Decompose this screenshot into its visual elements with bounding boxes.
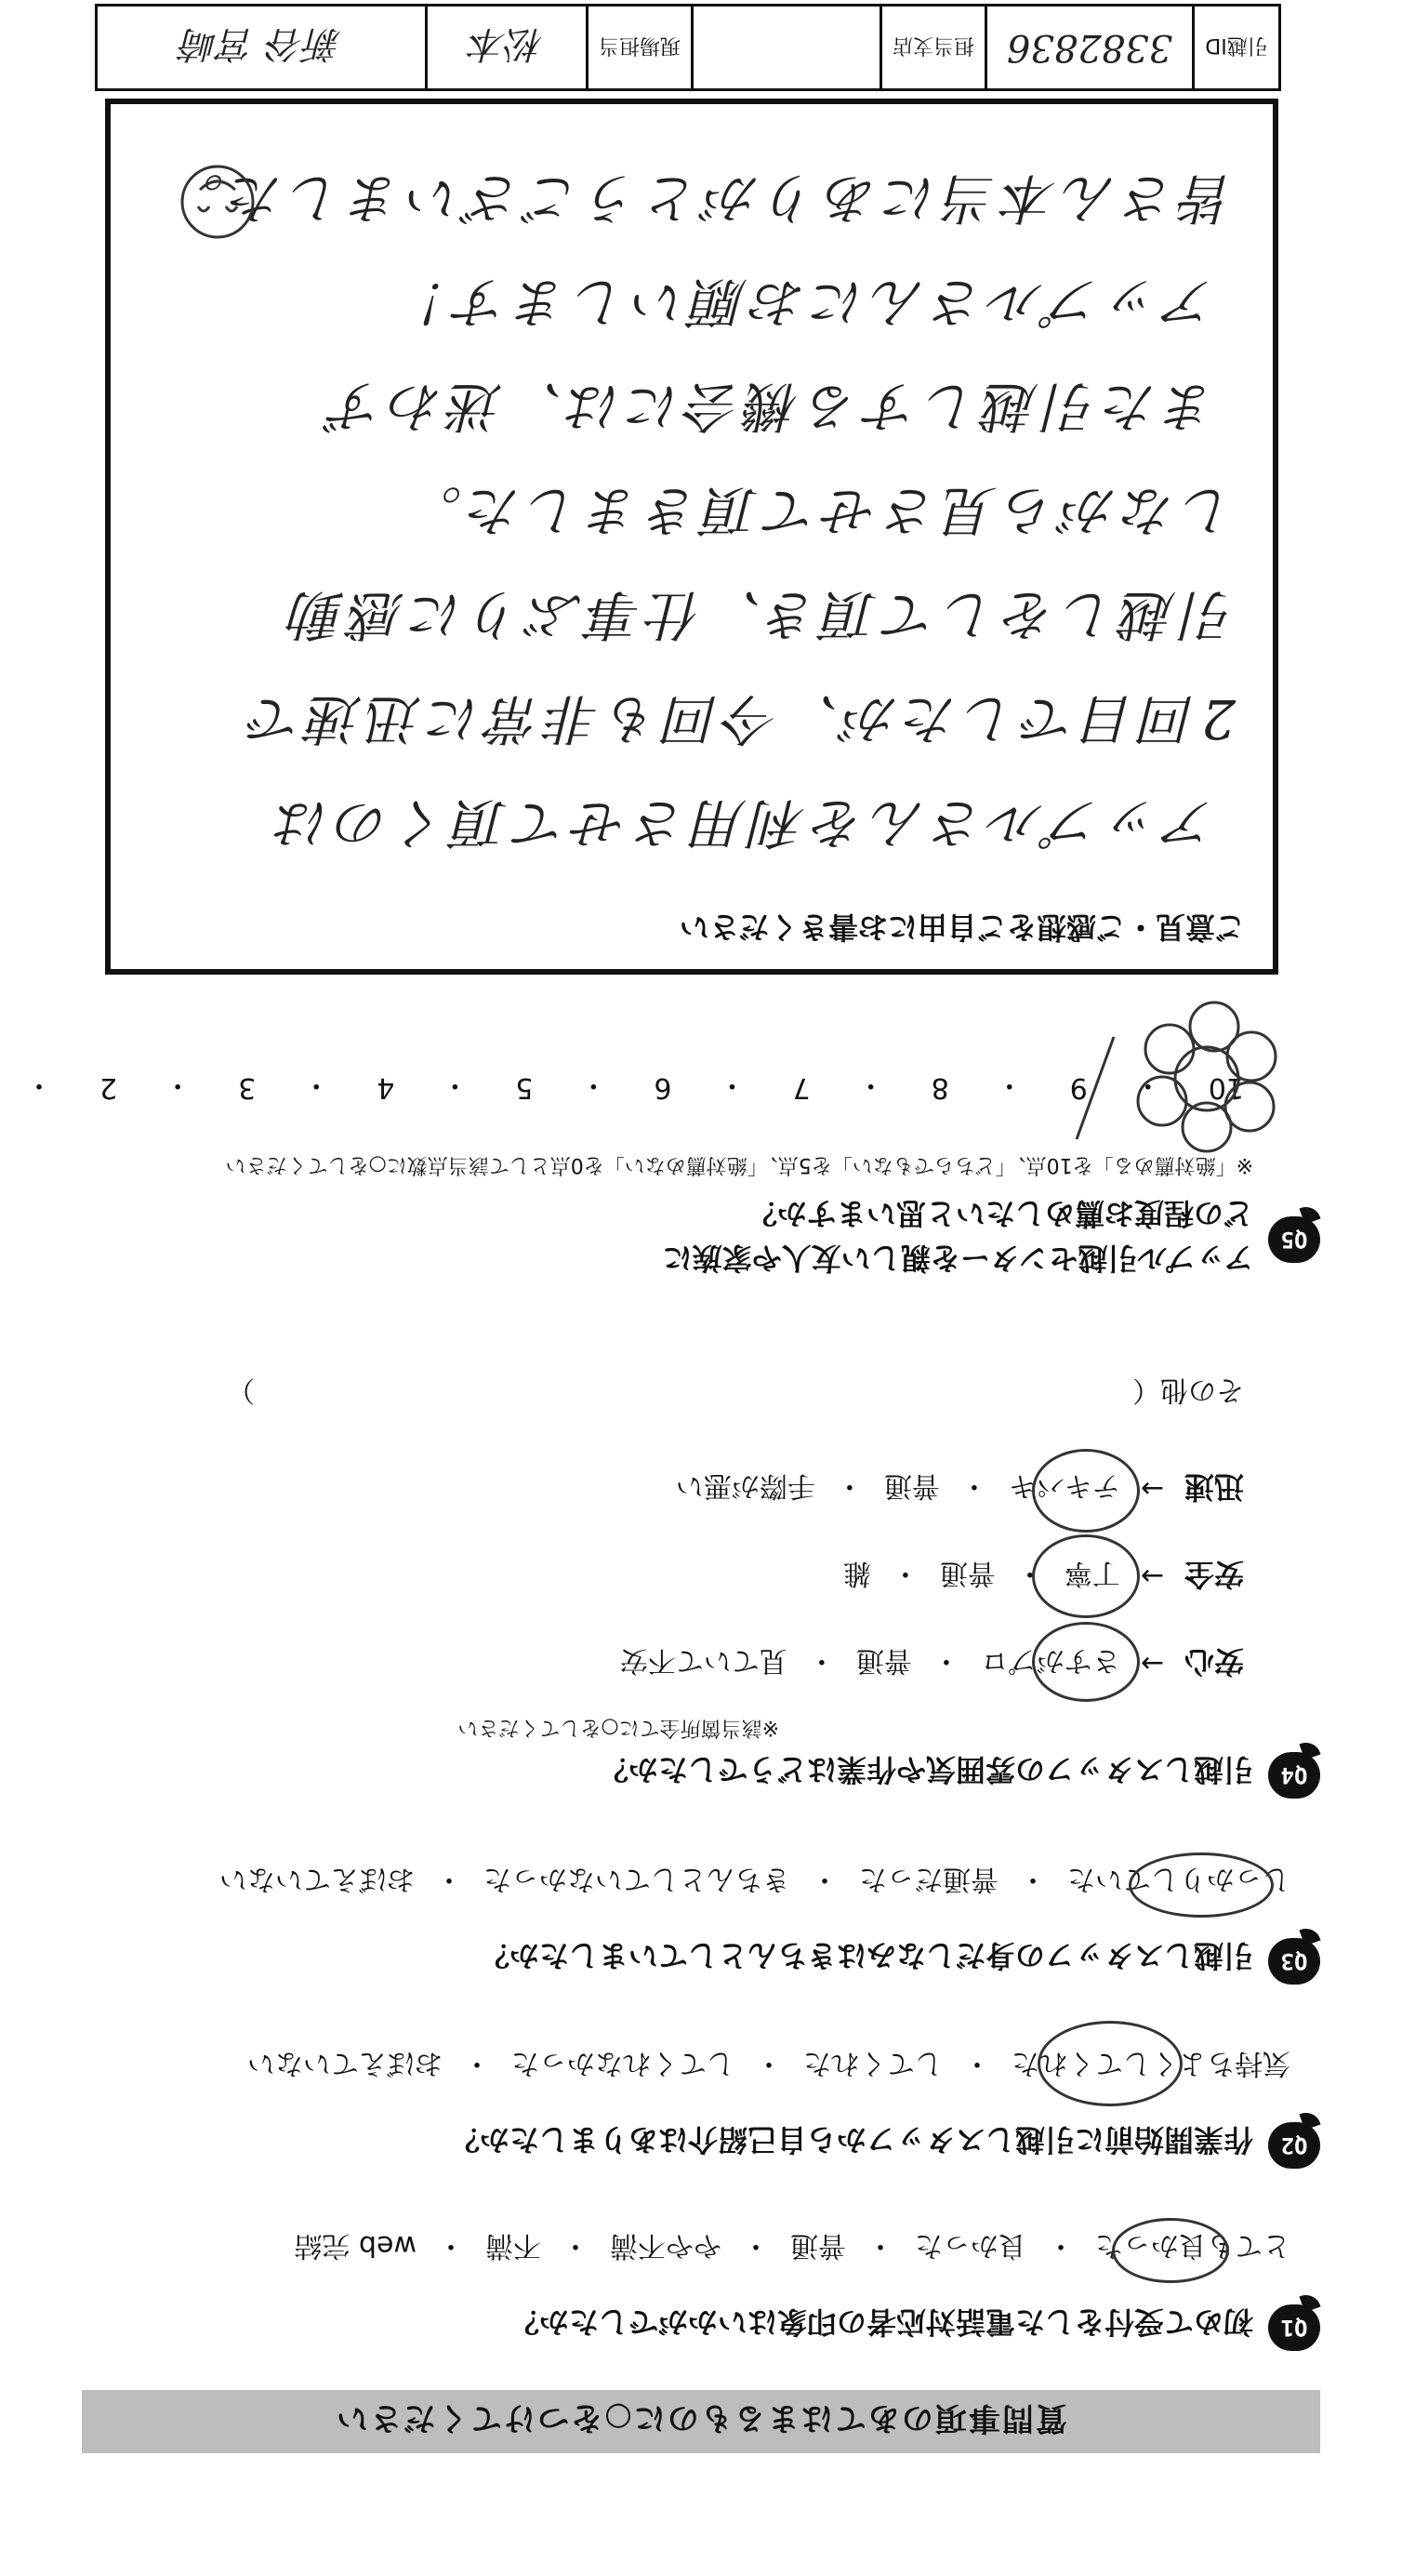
q4-option[interactable]: 丁寧 <box>1064 1557 1120 1589</box>
q5-badge: Q5 <box>1268 1216 1320 1263</box>
q2-option-4[interactable]: おぼえていない <box>247 2047 443 2079</box>
comment-line-7: 皆さん本当にありがとうございました。 <box>164 166 1236 230</box>
q3-options: しっかりしていた ・ 普通だった ・ きちんとしていなかった ・ おぼえていない <box>219 1862 1290 1903</box>
q4-option[interactable]: 普通 <box>883 1469 940 1502</box>
q4-option[interactable]: 見ていて不安 <box>619 1644 787 1677</box>
q1-option-4[interactable]: やや不満 <box>610 2229 721 2262</box>
leader-label-cell: 現場担当 <box>586 7 691 88</box>
comment-line-1: アップルさんを利用させて頂くのは <box>271 791 1217 855</box>
q1-option-6[interactable]: web 完結 <box>294 2229 417 2262</box>
q3-question: 引越しスタッフの身だしなみはきちんとしていましたか？ <box>479 1938 1253 1973</box>
comment-line-4: しながら見させて頂きました。 <box>402 479 1236 542</box>
id-value-cell[interactable]: 3382836 <box>985 7 1192 88</box>
q1-option-1[interactable]: とても良かった <box>1095 2229 1290 2262</box>
comment-line-6: アップルさんにお願いします！ <box>390 271 1217 334</box>
q5-question-line2: どの程度お薦めしたいと思いますか？ <box>747 1196 1253 1231</box>
branch-value-cell[interactable] <box>691 7 880 88</box>
q5-question-line1: アップル引越センターを親しい友人や家族に <box>662 1241 1253 1276</box>
q3-badge: Q3 <box>1268 1938 1320 1985</box>
q4-option[interactable]: さすがプロ <box>980 1644 1120 1677</box>
instruction-bar <box>82 2390 1320 2453</box>
q2-badge: Q2 <box>1268 2122 1320 2169</box>
q1-option-5[interactable]: 不満 <box>485 2229 541 2262</box>
comment-line-3: 引越しをして頂き、仕事ぶりに感動 <box>285 583 1236 646</box>
q2-option-1[interactable]: 気持ちよくしてくれた <box>1012 2047 1290 2079</box>
q4-option[interactable]: テキパキ <box>1008 1469 1120 1502</box>
score-2[interactable]: 2 <box>99 1071 118 1105</box>
slash-mark-icon <box>1067 1032 1123 1144</box>
score-9[interactable]: 9 <box>1069 1071 1088 1105</box>
q5-note: ※「絶対薦める」を10点、「どちらでもない」を5点、「絶対薦めない」を0点として該当点数に○をしてください <box>225 1153 1253 1176</box>
branch-label-cell: 担当支店 <box>880 7 985 88</box>
q1-selection-mark <box>1112 2218 1229 2283</box>
q4-row-label: 安心 <box>1184 1644 1244 1680</box>
id-table <box>95 4 1281 91</box>
score-3[interactable]: 3 <box>238 1071 257 1105</box>
id-label-cell: 引越ID <box>1192 7 1278 88</box>
q4-row-label: 安全 <box>1184 1557 1244 1592</box>
q4-option[interactable]: 普通 <box>939 1557 996 1589</box>
q2-option-3[interactable]: してくれなかった <box>511 2047 734 2079</box>
q1-options: とても良かった ・ 良かった ・ 普通 ・ やや不満 ・ 不満 ・ web 完結 <box>294 2228 1290 2269</box>
q1-question: 初めて受付をした電話対応者の印象はいかがでしたか？ <box>509 2304 1253 2340</box>
instruction-text: 質問事項のあてはまるものに○をつけてください <box>335 2399 1067 2437</box>
q2-selection-mark <box>1038 2021 1183 2106</box>
q4-badge: Q4 <box>1268 1752 1320 1799</box>
q4-note: ※該当箇所全てに○をしてください <box>457 1716 779 1739</box>
score-7[interactable]: 7 <box>792 1071 811 1105</box>
q4-selection-mark-2 <box>1032 1534 1140 1618</box>
q4-option[interactable]: 手際が悪い <box>675 1469 815 1502</box>
comment-line-5: また引越しする機会には、迷わず <box>324 375 1217 438</box>
q4-selection-mark-3 <box>1032 1449 1140 1533</box>
comments-title: ご意見・ご感想をご自由にお書きください <box>679 910 1245 945</box>
q4-row-anzen: 安全 → 丁寧 ・ 普通 ・ 雑 <box>843 1555 1244 1598</box>
score-8[interactable]: 8 <box>931 1071 949 1105</box>
q3-selection-mark <box>1129 1852 1274 1918</box>
q1-option-3[interactable]: 普通 <box>790 2229 846 2262</box>
q1-badge: Q1 <box>1268 2304 1320 2351</box>
q3-option-1[interactable]: しっかりしていた <box>1067 1863 1290 1895</box>
q4-other-close: ） <box>227 1374 255 1406</box>
q1-option-2[interactable]: 良かった <box>915 2229 1026 2262</box>
score-10[interactable]: 10 <box>1208 1071 1244 1105</box>
comments-box[interactable] <box>105 99 1278 975</box>
smiley-doodle-icon <box>176 160 259 244</box>
score-6[interactable]: 6 <box>654 1071 672 1105</box>
flower-mark-icon <box>1114 986 1300 1172</box>
q3-option-4[interactable]: おぼえていない <box>219 1863 415 1895</box>
score-4[interactable]: 4 <box>377 1071 395 1105</box>
q4-other-label: その他（ <box>1132 1374 1244 1406</box>
q4-row-label: 迅速 <box>1184 1469 1244 1505</box>
q5-scale: 10 ・ 9 ・ 8 ・ 7 ・ 6 ・ 5 ・ 4 ・ 3 ・ 2 ・ <box>25 1069 1244 1105</box>
q4-row-anshin: 安心 → さすがプロ ・ 普通 ・ 見ていて不安 <box>620 1642 1244 1685</box>
comment-line-2: 2回目でしたが、今回も非常に迅速で <box>244 687 1236 750</box>
q4-option[interactable]: 普通 <box>855 1644 912 1677</box>
q3-option-2[interactable]: 普通だった <box>859 1863 999 1895</box>
q4-selection-mark-1 <box>1032 1622 1140 1702</box>
q2-question: 作業開始前に引越しスタッフから自己紹介はありましたか？ <box>449 2122 1253 2158</box>
leader-value-cell[interactable]: 松本 <box>425 7 586 88</box>
q4-question: 引越しスタッフの雰囲気や作業はどうでしたか？ <box>598 1752 1253 1787</box>
q2-options: 気持ちよくしてくれた ・ してくれた ・ してくれなかった ・ おぼえていない <box>247 2046 1290 2087</box>
q4-other <box>227 1373 1244 1414</box>
q3-option-3[interactable]: きちんとしていなかった <box>483 1863 790 1895</box>
q4-option[interactable]: 雑 <box>842 1557 871 1589</box>
q4-row-jinsoku: 迅速 → テキパキ ・ 普通 ・ 手際が悪い <box>676 1467 1244 1510</box>
staff-value-cell[interactable]: 新谷 宮崎 <box>180 22 342 66</box>
score-5[interactable]: 5 <box>515 1071 534 1105</box>
q2-option-2[interactable]: してくれた <box>803 2047 943 2079</box>
